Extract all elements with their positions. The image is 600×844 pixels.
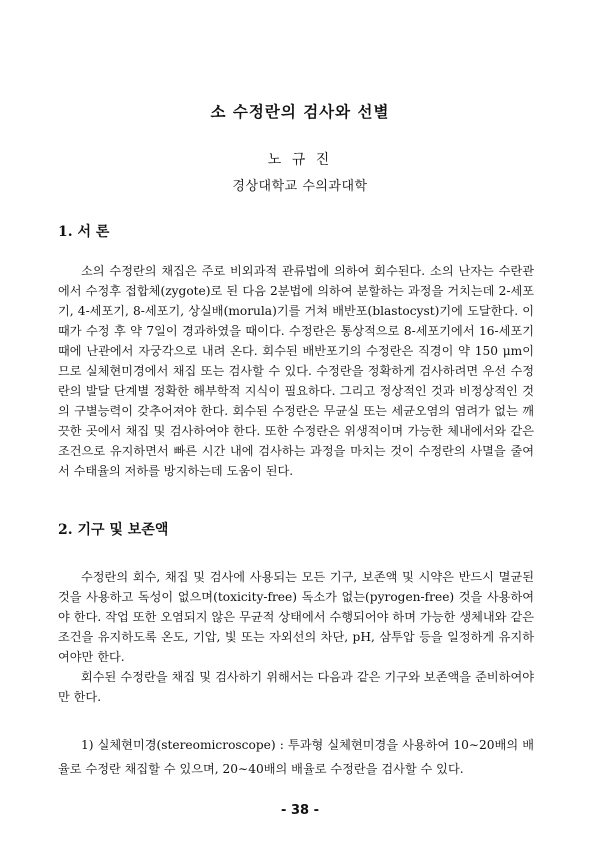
- section-heading-introduction: 1. 서 론: [58, 224, 110, 240]
- paper-title: 소 수정란의 검사와 선별: [210, 102, 390, 121]
- section-introduction-paragraph: 소의 수정란의 채집은 주로 비외과적 관류법에 의하여 회수된다. 소의 난자는 수란관에서 수정후 접합체(zygote)로 된 다음 2분법에 의하여 분할하는 과정을 거치는데 2-세포기, 4-세포기, 8-세포기, 상실배(morula)기를 거쳐 배반포(blastocyst)기에 도달한다. 이때가 수정 후 약 7일이 경과하였을 때이다. 수정란은 통상적으로 8-세포기에서 16-세포기 때에 난관에서 자궁각으로 내려 온다. 회수된 배반포기의 수정란은 직경이 약 150 μm이므로 실체현미경에서 채집 또는 검사할 수 있다. 수정란을 정확하게 검사하려면 우선 수정란의 발달 단계별 정확한 해부학적 지식이 필요하다. 그리고 정상적인 것과 비정상적인 것의 구별능력이 갖추어져야 한다. 회수된 수정란은 무균실 또는 세균오염의 염려가 없는 깨끗한 곳에서 채집 및 검사하여야 한다. 또한 수정란은 위생적이며 가능한 체내에서와 같은 조건으로 유지하면서 빠른 시간 내에 검사하는 과정을 마치는 것이 수정란의 사멸을 줄여서 수태율의 저하를 방지하는데 도움이 된다.: [58, 264, 534, 478]
- section-equipment-paragraph-1: 수정란의 회수, 채집 및 검사에 사용되는 모든 기구, 보존액 및 시약은 반드시 멸균된 것을 사용하고 독성이 없으며(toxicity-free) 독소가 없는(pyrogen-free) 것을 사용하여야 한다. 작업 또한 오염되지 않은 무균적 상태에서 수행되어야 하며 가능한 생체내와 같은 조건을 유지하도록 온도, 기압, 빛 또는 자외선의 차단, pH, 삼투압 등을 일정하게 유지하여야만 한다.: [58, 570, 534, 664]
- author-affiliation: 경상대학교 수의과대학: [232, 179, 368, 194]
- section-equipment-paragraph-2: 회수된 수정란을 채집 및 검사하기 위해서는 다음과 같은 기구와 보존액을 준비하여야만 한다.: [58, 670, 534, 704]
- page-number: - 38 -: [281, 803, 319, 818]
- author-name: 노 규 진: [267, 152, 333, 168]
- equipment-item-stereomicroscope: 1) 실체현미경(stereomicroscope) : 투과형 실체현미경을 사용하여 10∼20배의 배율로 수정란 채집할 수 있으며, 20∼40배의 배율로 수정란을 검사할 수 있다.: [58, 738, 534, 776]
- section-heading-equipment: 2. 기구 및 보존액: [58, 522, 169, 538]
